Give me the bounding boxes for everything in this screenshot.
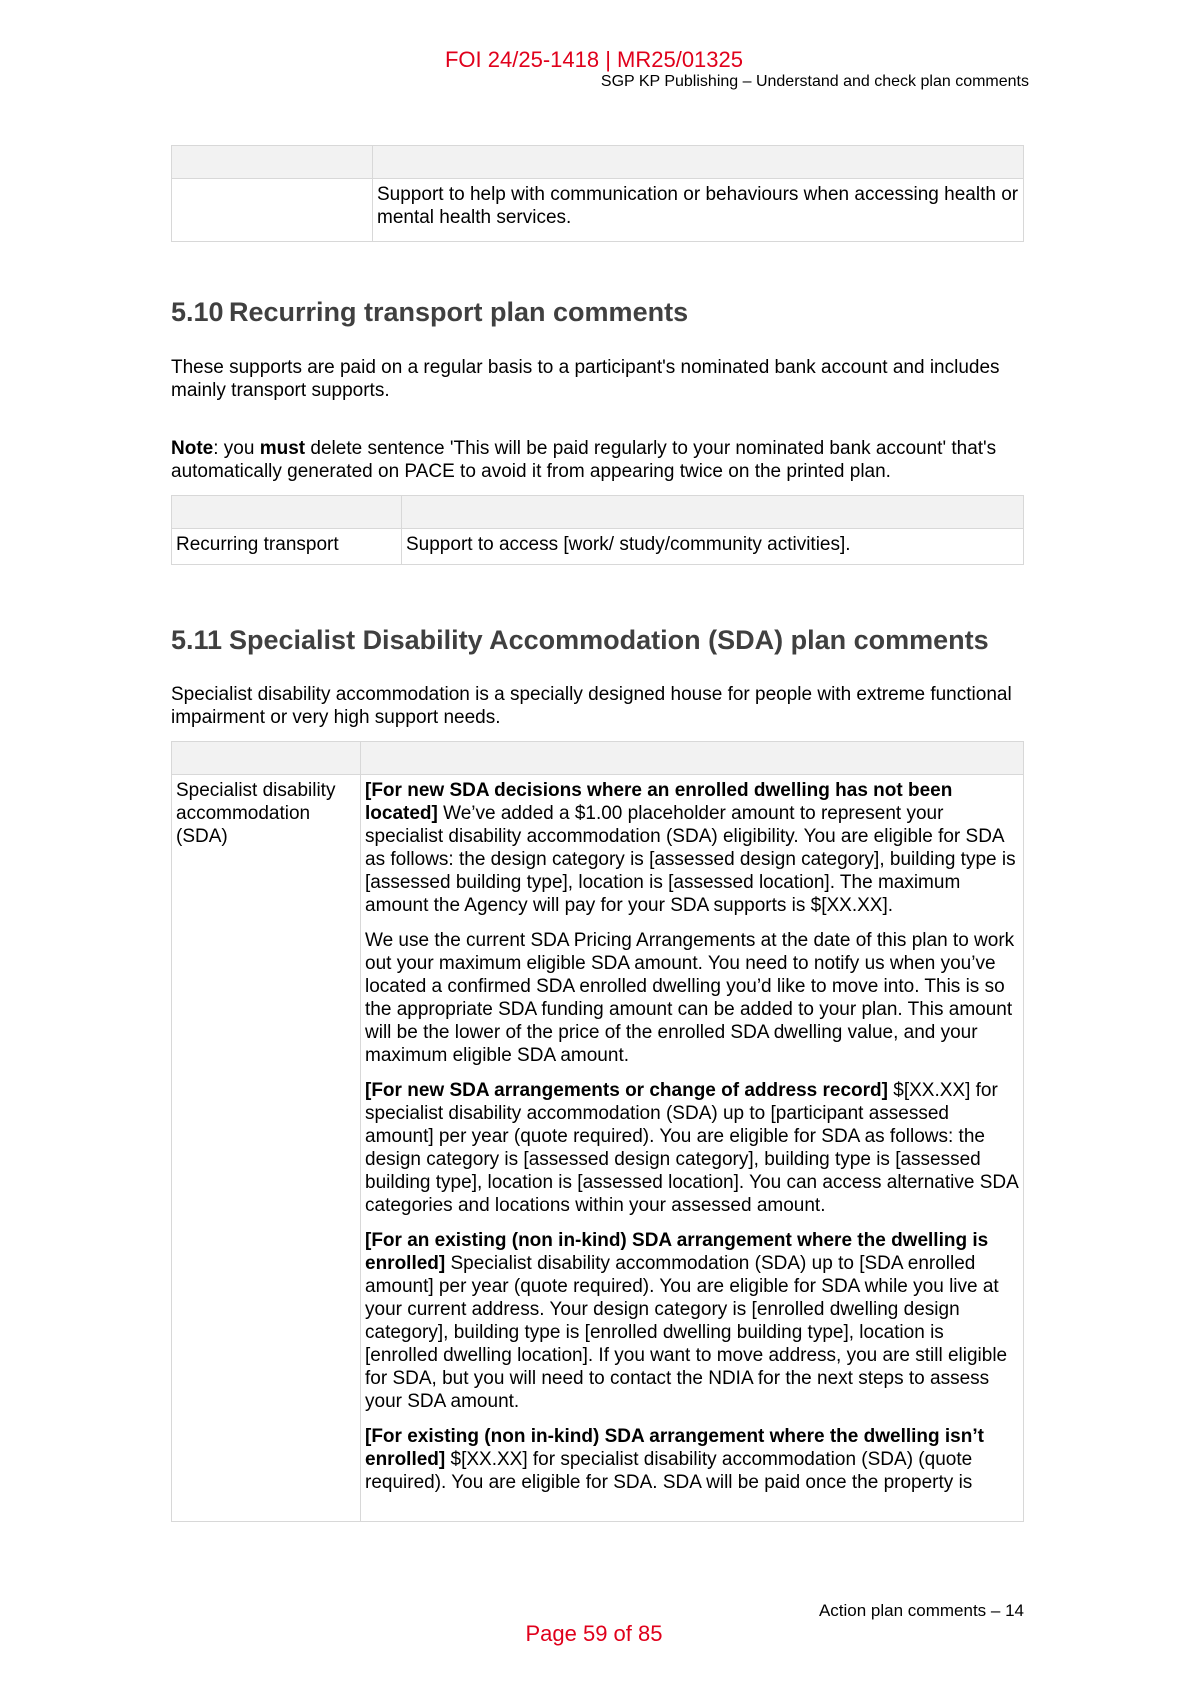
sda-paragraph-body: Specialist disability accommodation (SDA) up to [SDA enrolled amount] per year (quote required). You are eligible for SDA while you live at your current address. Your design category is [enrolled dwelling design category], building type is [enrolled dwelling building type], location is [enrolled dwelling location]. If you want to move address, you are still eligible for SDA, but you will need to contact the NDIA for the next steps to assess your SDA amount. xyxy=(365,1253,1008,1412)
table-header-row xyxy=(172,496,1024,529)
sda-paragraph-body: $[XX.XX] for specialist disability accommodation (SDA) (quote required). You are eligible for SDA. SDA will be paid once the property is xyxy=(365,1449,973,1493)
table-cell-text: Support to access [work/ study/community activities]. xyxy=(402,529,1024,565)
table-cell-label: Recurring transport xyxy=(172,529,402,565)
table-header-cell xyxy=(172,742,361,775)
sda-paragraph xyxy=(365,779,1019,917)
section-heading-5-10 xyxy=(171,297,688,328)
table-header-row xyxy=(172,742,1024,775)
table-cell-text xyxy=(361,775,1024,1522)
table-top xyxy=(171,145,1024,242)
table-header-row xyxy=(172,146,1024,179)
sda-paragraph-lead: [For new SDA decisions where an enrolled dwelling has not been located] xyxy=(365,780,953,824)
note-label: Note xyxy=(171,438,214,459)
table-cell-text: Support to help with communication or behaviours when accessing health or mental health services. xyxy=(373,179,1024,242)
table-header-cell xyxy=(172,496,402,529)
section-intro: These supports are paid on a regular basis to a participant's nominated bank account and includes mainly transport supports. xyxy=(171,357,1000,401)
table-cell-label: Specialist disability accommodation (SDA) xyxy=(172,775,361,1522)
note-emphasis: must xyxy=(259,438,306,459)
table-header-cell xyxy=(172,146,373,179)
note-paragraph xyxy=(171,437,1024,483)
foi-reference: FOI 24/25-1418 | MR25/01325 xyxy=(444,47,743,72)
page-number: Page 59 of 85 xyxy=(525,1621,663,1646)
sda-paragraph xyxy=(365,1229,1019,1413)
section-intro: Specialist disability accommodation is a specially designed house for people with extreme functional impairment or very high support needs. xyxy=(171,684,1012,728)
sda-paragraph xyxy=(365,1079,1019,1217)
section-number: 5.11 xyxy=(171,625,223,655)
table-recurring-transport xyxy=(171,495,1024,565)
table-header-cell xyxy=(402,496,1024,529)
sda-paragraph-body: We’ve added a $1.00 placeholder amount to represent your specialist disability accommodation (SDA) eligibility. You are eligible for SDA as follows: the design category is [assessed design category], building type is [assessed building type], location is [assessed location]. The maximum amount the Agency will pay for your SDA supports is $[XX.XX]. xyxy=(365,803,1016,916)
table-row xyxy=(172,179,1024,242)
table-sda xyxy=(171,741,1024,1522)
section-title: Specialist Disability Accommodation (SDA) plan comments xyxy=(229,625,989,655)
section-title: Recurring transport plan comments xyxy=(229,297,689,327)
document-title: SGP KP Publishing – Understand and check plan comments xyxy=(600,73,1029,90)
section-heading-5-11 xyxy=(171,625,989,656)
sda-paragraph-lead: [For existing (non in-kind) SDA arrangement where the dwelling isn’t enrolled] xyxy=(365,1426,984,1470)
sda-paragraph-lead: [For new SDA arrangements or change of address record] xyxy=(365,1080,888,1101)
section-number: 5.10 xyxy=(171,297,224,327)
table-header-cell xyxy=(373,146,1024,179)
table-header-cell xyxy=(361,742,1024,775)
note-text: : you xyxy=(213,438,260,459)
table-cell-label xyxy=(172,179,373,242)
sda-paragraph xyxy=(365,1425,1019,1494)
sda-paragraph-body: $[XX.XX] for specialist disability accommodation (SDA) up to [participant assessed amount] per year (quote required). You are eligible for SDA as follows: the design category is [assessed design category], building type is [assessed building type], location is [assessed location]. You can access alternative SDA categories and locations within your assessed amount. xyxy=(365,1080,1018,1216)
table-row xyxy=(172,775,1024,1522)
sda-paragraph-lead: [For an existing (non in-kind) SDA arrangement where the dwelling is enrolled] xyxy=(365,1230,989,1274)
table-row xyxy=(172,529,1024,565)
note-text: delete sentence 'This will be paid regularly to your nominated bank account' that's automatically generated on PACE to avoid it from appearing twice on the printed plan. xyxy=(171,438,997,482)
sda-paragraph-body: We use the current SDA Pricing Arrangements at the date of this plan to work out your maximum eligible SDA amount. You need to notify us when you’ve located a confirmed SDA enrolled dwelling you’d like to move into. This is so the appropriate SDA funding amount can be added to your plan. This amount will be the lower of the price of the enrolled SDA dwelling value, and your maximum eligible SDA amount. xyxy=(365,930,1015,1066)
sda-paragraph xyxy=(365,929,1019,1067)
footer-section-page: Action plan comments – 14 xyxy=(818,1601,1024,1620)
